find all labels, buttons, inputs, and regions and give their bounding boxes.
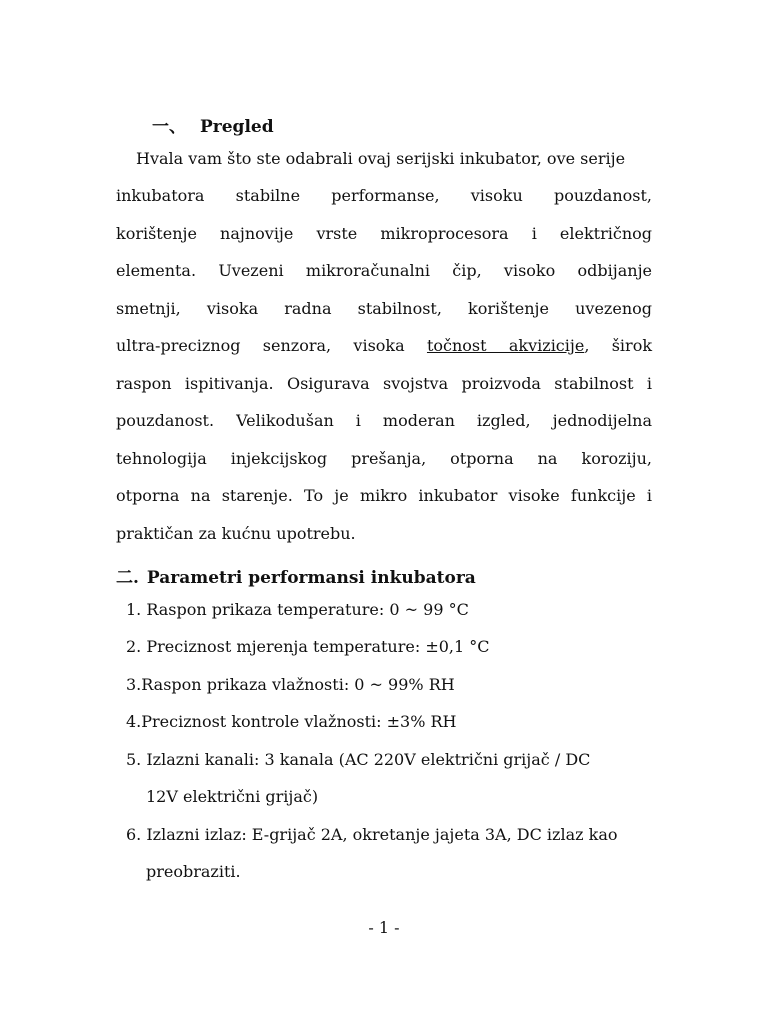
paragraph-line — [116, 336, 652, 356]
param-item: 4.Preciznost kontrole vlažnosti: ±3% RH — [126, 712, 457, 731]
page-number: - 1 - — [368, 918, 400, 937]
param-item: 1. Raspon prikaza temperature: 0 ~ 99 °C — [126, 600, 469, 619]
paragraph-line: tehnologija injekcijskog prešanja, otporna na koroziju, — [116, 449, 652, 468]
section-number: 一、 — [152, 117, 186, 137]
param-item: 5. Izlazni kanali: 3 kanala (AC 220V električni grijač / DC — [126, 750, 591, 769]
paragraph-line: praktičan za kućnu upotrebu. — [116, 524, 356, 543]
section-number: 二. — [116, 568, 139, 588]
paragraph-line: Hvala vam što ste odabrali ovaj serijski inkubator, ove serije — [136, 149, 626, 168]
paragraph-line: otporna na starenje. To je mikro inkubator visoke funkcije i — [116, 486, 652, 505]
section-title: Parametri performansi inkubatora — [146, 568, 476, 588]
param-item-continuation: preobraziti. — [146, 862, 241, 881]
paragraph-line: smetnji, visoka radna stabilnost, korištenje uvezenog — [116, 299, 652, 318]
param-item-continuation: 12V električni grijač) — [146, 787, 319, 806]
param-item: 6. Izlazni izlaz: E-grijač 2A, okretanje jajeta 3A, DC izlaz kao — [126, 825, 618, 844]
line-text: , širok — [584, 336, 653, 355]
paragraph-line: pouzdanost. Velikodušan i moderan izgled, jednodijelna — [116, 411, 652, 430]
line-text: ultra-preciznog senzora, visoka — [116, 336, 405, 355]
underlined-phrase: točnost akvizicije — [426, 336, 585, 355]
paragraph-line: korištenje najnovije vrste mikroprocesora i električnog — [116, 224, 652, 243]
paragraph-line: raspon ispitivanja. Osigurava svojstva proizvoda stabilnost i — [116, 374, 652, 393]
section-title: Pregled — [200, 117, 274, 137]
paragraph-line: elementa. Uvezeni mikroračunalni čip, visoko odbijanje — [116, 261, 652, 280]
section-heading-overview — [152, 112, 274, 137]
param-item: 2. Preciznost mjerenja temperature: ±0,1 °C — [126, 637, 490, 656]
paragraph-line: inkubatora stabilne performanse, visoku pouzdanost, — [116, 186, 652, 205]
param-item: 3.Raspon prikaza vlažnosti: 0 ~ 99% RH — [126, 675, 455, 694]
section-heading-parameters — [116, 563, 476, 588]
